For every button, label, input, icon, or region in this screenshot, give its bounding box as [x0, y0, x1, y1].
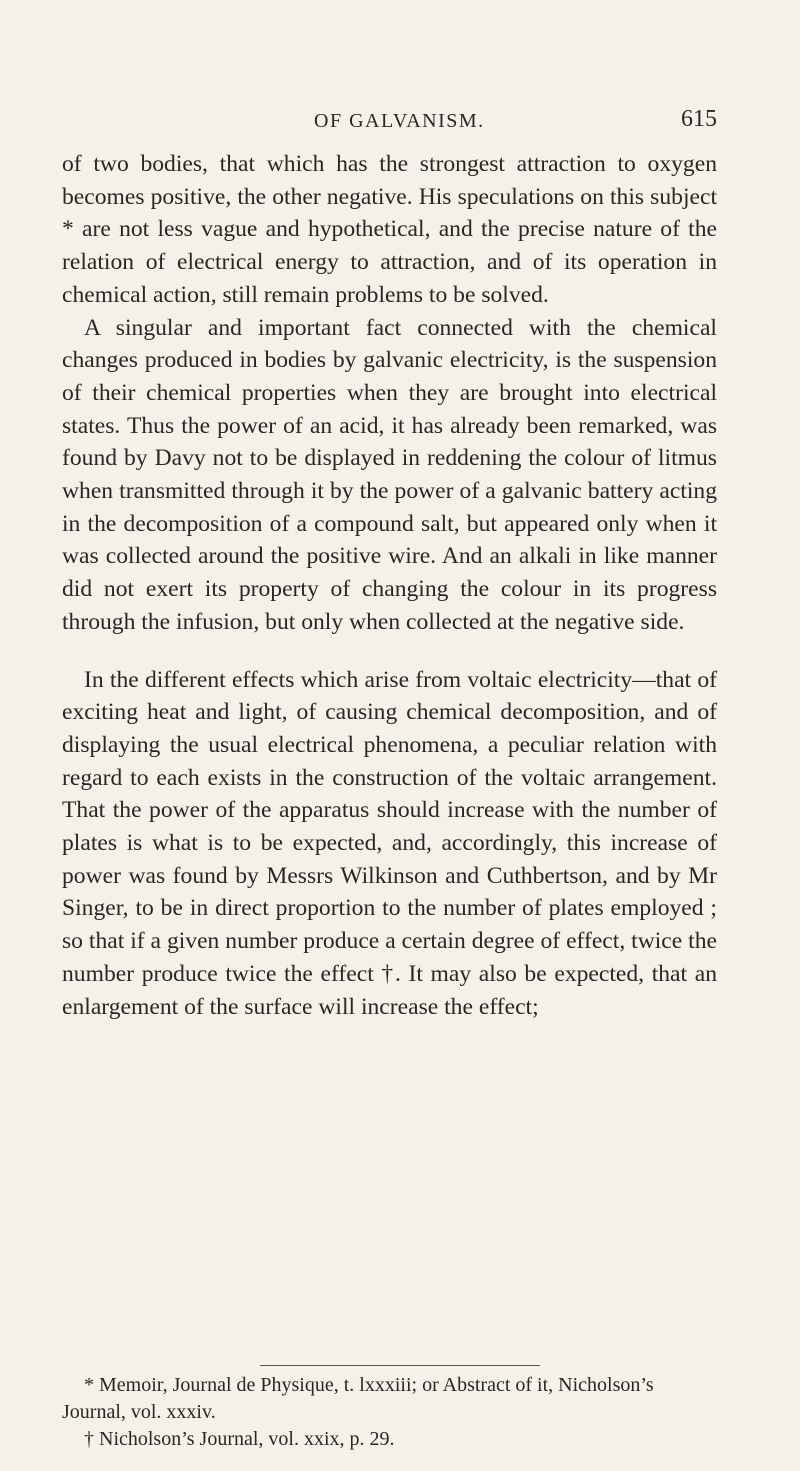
paragraph: In the different effects which arise from voltaic electricity—that of exciting heat and light, of causing chemical decomposition, and of displaying the usual electrical phenomena, a peculiar relation with regard to each exists in the construction of the voltaic arrangement. That the power of the apparatus should increase with the number of plates is what is to be expected, and, accordingly, this increase of power was found by Messrs Wilkinson and Cuthbertson, and by Mr Singer, to be in direct proportion to the number of plates employed ; so that if a given number produce a certain degree of effect, twice the number produce twice the effect †. It may also be expected, that an enlargement of the surface will increase the effect; [62, 666, 717, 1020]
footnotes [62, 1372, 717, 1453]
paragraph: A singular and important fact connected with the chemical changes produced in bodies by galvanic electricity, is the suspension of their chemical properties when they are brought into electrical states. Thus the power of an acid, it has already been remarked, was found by Davy not to be displayed in reddening the colour of litmus when transmitted through it by the power of a galvanic battery acting in the decomposition of a compound salt, but appeared only when it was collected around the positive wire. And an alkali in like manner did not exert its property of changing the colour in its progress through the infusion, but only when collected at the negative side. [62, 314, 717, 635]
page-number: 615 [681, 106, 717, 132]
body-text [62, 148, 717, 1023]
running-head: OF GALVANISM. [314, 110, 485, 132]
footnote-divider [260, 1365, 540, 1366]
paragraph: of two bodies, that which has the strongest attraction to oxygen becomes positive, the other negative. His speculations on this subject * are not less vague and hypothetical, and the precise nature of the relation of electrical energy to attraction, and of its operation in chemical action, still remain problems to be solved. [62, 151, 717, 308]
footnote: * Memoir, Journal de Physique, t. lxxxiii; or Abstract of it, Nicholson’s Journal, vol. xxxiv. [62, 1374, 654, 1423]
footnote: † Nicholson’s Journal, vol. xxix, p. 29. [84, 1428, 395, 1450]
page-header [62, 106, 717, 140]
